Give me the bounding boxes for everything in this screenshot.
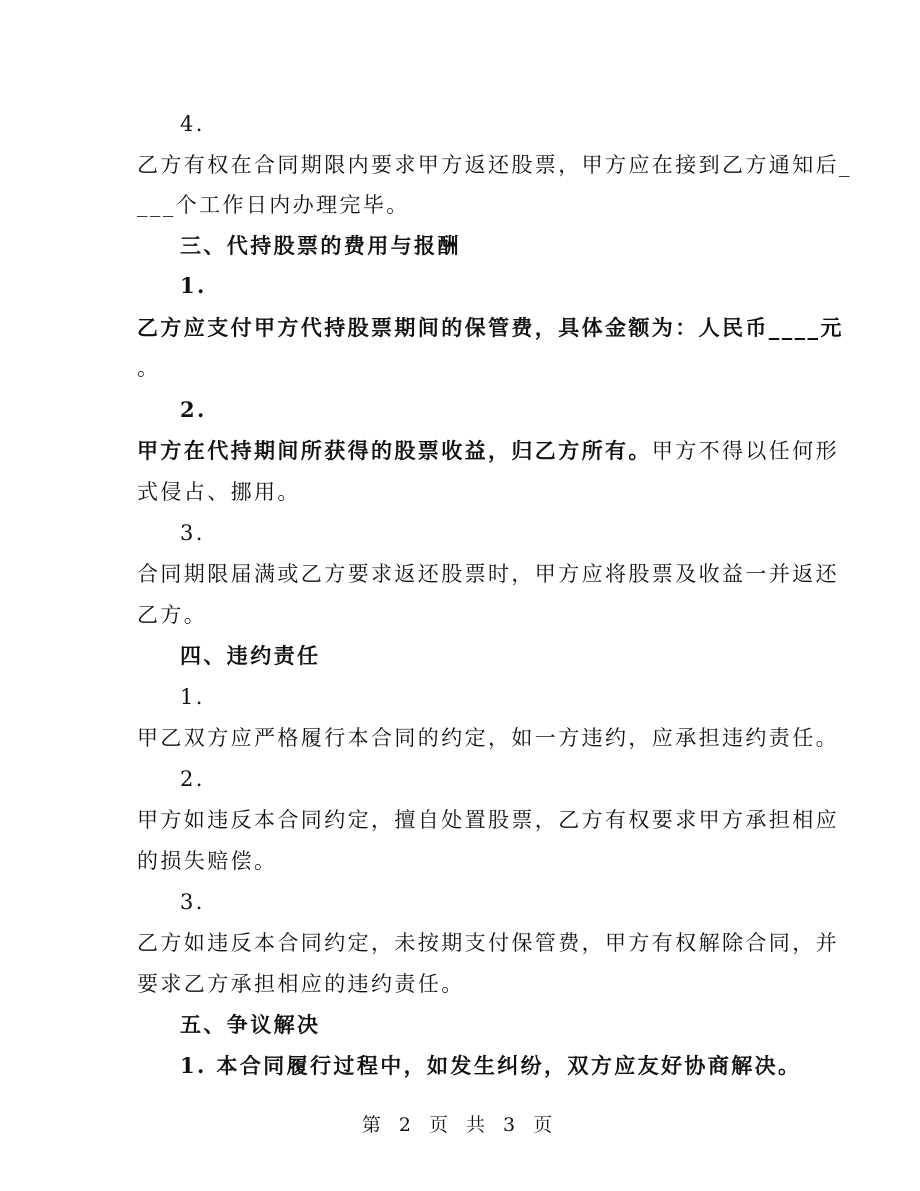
paragraph-custody-fee-line-1: 乙方应支付甲方代持股票期间的保管费，具体金额为：人民币____元 <box>137 315 844 340</box>
paragraph-party-b-breach-line-2: 要求乙方承担相应的违约责任。 <box>137 972 465 996</box>
paragraph-breach-general: 甲乙双方应严格履行本合同的约定，如一方违约，应承担违约责任。 <box>137 726 839 750</box>
paragraph-expiry-return-line-1: 合同期限届满或乙方要求返还股票时，甲方应将股票及收益一并返还 <box>137 562 839 586</box>
paragraph-expiry-return-line-2: 乙方。 <box>137 603 208 627</box>
paragraph-custody-fee-line-2: 。 <box>137 356 161 380</box>
stock-income-normal-text: 甲方不得以任何形 <box>651 439 840 463</box>
section-heading-breach: 四、违约责任 <box>180 643 321 668</box>
section-heading-dispute: 五、争议解决 <box>180 1012 321 1037</box>
paragraph-stock-income-line-2: 式侵占、挪用。 <box>137 480 301 504</box>
breach-item-number-1: 1. <box>180 685 205 709</box>
breach-item-number-3: 3. <box>180 890 205 914</box>
section-heading-fees: 三、代持股票的费用与报酬 <box>180 233 461 258</box>
paragraph-return-stock-line-2: ___个工作日内办理完毕。 <box>137 193 410 217</box>
item-number-1: 1. <box>180 273 207 298</box>
paragraph-party-a-breach-line-2: 的损失赔偿。 <box>137 849 278 873</box>
breach-item-number-2: 2. <box>180 767 205 791</box>
paragraph-dispute-resolution: 1. 本合同履行过程中，如发生纠纷，双方应友好协商解决。 <box>180 1053 802 1078</box>
paragraph-return-stock-line-1: 乙方有权在合同期限内要求甲方返还股票，甲方应在接到乙方通知后_ <box>137 153 852 177</box>
stock-income-bold-text: 甲方在代持期间所获得的股票收益，归乙方所有。 <box>137 438 652 463</box>
paragraph-party-a-breach-line-1: 甲方如违反本合同约定，擅自处置股票，乙方有权要求甲方承担相应 <box>137 808 839 832</box>
item-number-2: 2. <box>180 397 207 422</box>
paragraph-stock-income-line-1 <box>137 437 839 465</box>
item-number-4: 4. <box>180 112 205 136</box>
paragraph-party-b-breach-line-1: 乙方如违反本合同约定，未按期支付保管费，甲方有权解除合同，并 <box>137 931 839 955</box>
page-number-footer: 第 2 页 共 3 页 <box>361 1114 559 1136</box>
item-number-3: 3. <box>180 521 205 545</box>
